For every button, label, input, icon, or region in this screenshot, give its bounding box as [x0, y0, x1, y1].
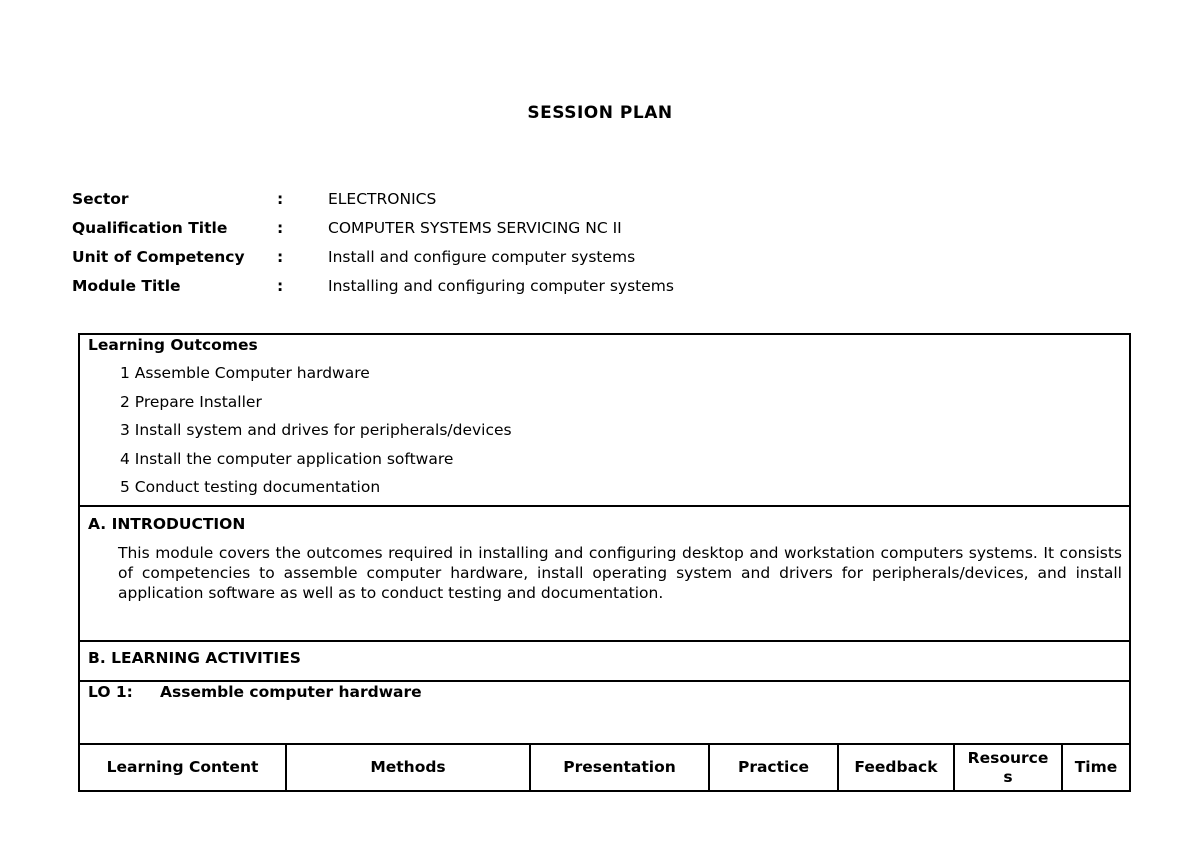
meta-row-module [72, 277, 872, 306]
list-item: 4 Install the computer application software [120, 449, 454, 468]
learning-outcomes-section [80, 335, 1129, 507]
learning-activities-section [80, 642, 1129, 682]
list-item: 1 Assemble Computer hardware [120, 364, 370, 382]
page-title: SESSION PLAN [527, 103, 673, 123]
introduction-body: This module covers the outcomes required in installing and configuring desktop and workstation computers systems. It consists of competencies to assemble computer hardware, install operating system and drivers for peripherals/devices, and install application software as well as to conduct testing and documentation. [118, 544, 1122, 602]
meta-value-sector: ELECTRONICS [328, 190, 437, 208]
column-header-resources: Resource s [953, 745, 1061, 790]
metadata-block [72, 190, 872, 306]
meta-row-unit [72, 248, 872, 277]
meta-value-module: Installing and configuring computer systems [328, 277, 674, 295]
column-header-time: Time [1061, 745, 1129, 790]
meta-value-qualification: COMPUTER SYSTEMS SERVICING NC II [328, 219, 622, 237]
learning-outcomes-list [120, 363, 512, 506]
meta-key-sector: Sector [72, 190, 129, 208]
list-item: 3 Install system and drives for peripherals/devices [120, 421, 512, 439]
meta-colon: : [277, 248, 284, 266]
list-item: 2 Prepare Installer [120, 392, 262, 411]
meta-colon: : [277, 190, 284, 208]
meta-row-sector [72, 190, 872, 219]
learning-outcomes-heading: Learning Outcomes [88, 336, 258, 354]
meta-row-qualification [72, 219, 872, 248]
list-item: 5 Conduct testing documentation [120, 478, 381, 496]
lo1-label: LO 1: [88, 683, 133, 701]
meta-key-unit: Unit of Competency [72, 248, 245, 266]
lo1-section [80, 682, 1129, 745]
introduction-heading: A. INTRODUCTION [88, 515, 246, 533]
column-header-methods: Methods [285, 745, 529, 790]
column-header-learning-content: Learning Content [106, 758, 259, 776]
meta-key-qualification: Qualification Title [72, 219, 228, 237]
meta-colon: : [277, 219, 284, 237]
column-header-presentation: Presentation [529, 745, 708, 790]
meta-key-module: Module Title [72, 277, 181, 295]
table-header-row [80, 745, 1129, 790]
meta-colon: : [277, 277, 284, 295]
introduction-section [80, 507, 1129, 642]
column-header-practice: Practice [708, 745, 837, 790]
learning-activities-heading: B. LEARNING ACTIVITIES [88, 649, 301, 667]
session-plan-table [78, 333, 1131, 792]
lo1-title: Assemble computer hardware [160, 683, 422, 701]
meta-value-unit: Install and configure computer systems [328, 248, 636, 266]
column-header-feedback: Feedback [837, 745, 953, 790]
